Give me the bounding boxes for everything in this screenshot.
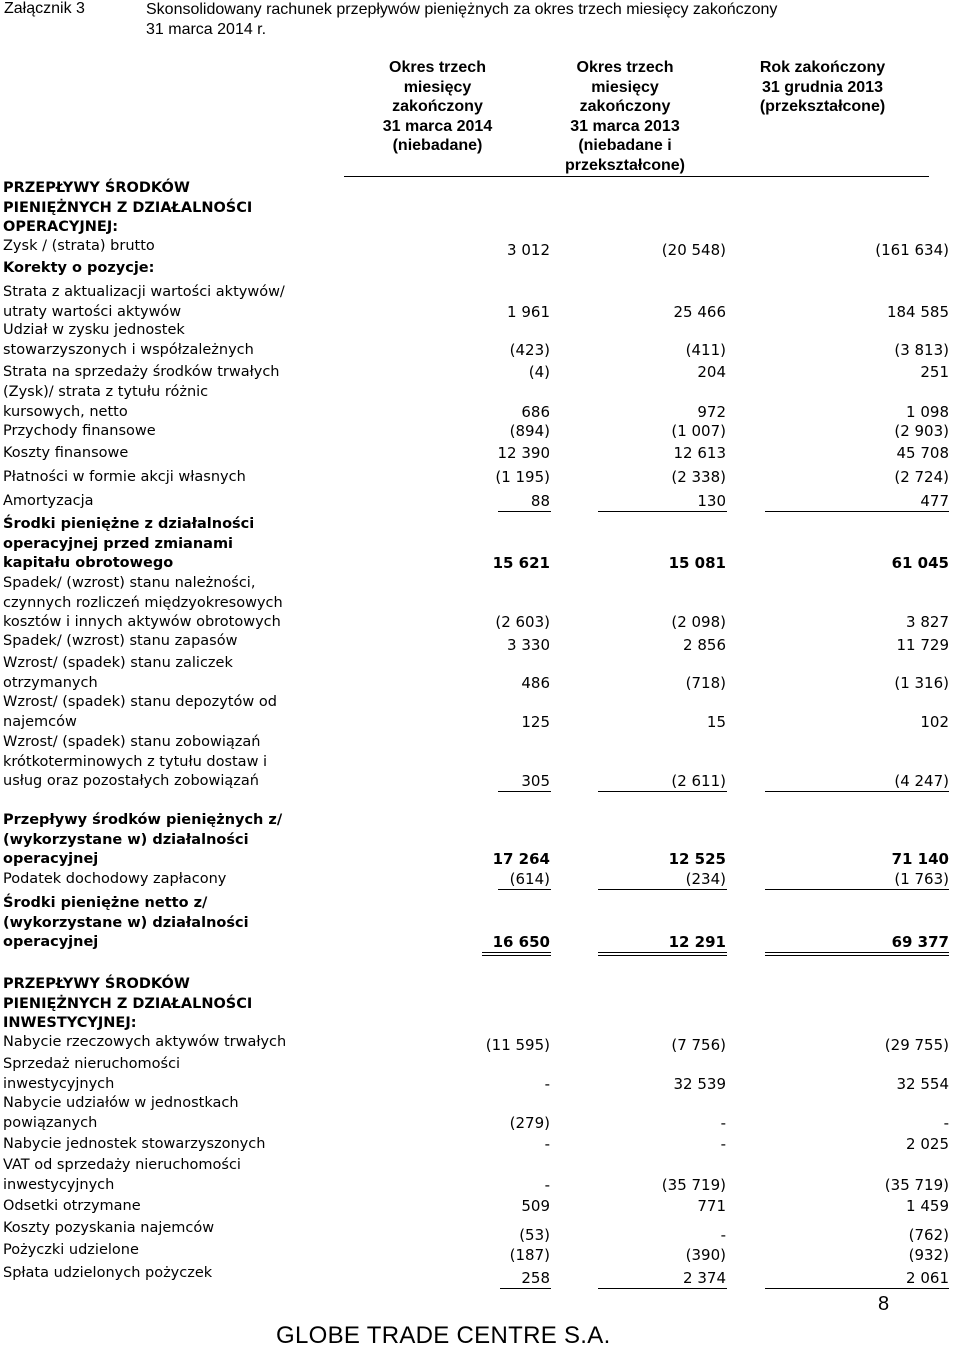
row-label: Pożyczki udzielone	[3, 1242, 139, 1258]
value-cell: 1 961	[507, 302, 550, 321]
column-header-q1-2013	[545, 58, 705, 175]
subtotal-rule	[498, 511, 551, 512]
subtotal-rule	[498, 791, 551, 792]
value-cell: 486	[521, 673, 550, 692]
subtotal-rule	[498, 889, 551, 890]
value-cell: 305	[521, 772, 550, 790]
value-cell: (35 719)	[661, 1175, 726, 1194]
value-cell: 1 459	[906, 1197, 949, 1215]
column-header-line: Rok zakończony	[759, 59, 886, 76]
row-label: krótkoterminowych z tytułu dostaw i	[3, 753, 268, 770]
value-cell: (2 611)	[671, 772, 726, 790]
value-cell: -	[544, 1175, 550, 1194]
row-label: kapitału obrotowego	[3, 555, 174, 571]
row-label: (Zysk)/ strata z tytułu różnic	[3, 384, 209, 400]
column-header-line: 31 marca 2014	[382, 117, 493, 135]
subtotal-rule	[765, 1288, 949, 1289]
row-label: utraty wartości aktywów	[3, 303, 182, 320]
row-label: Spadek/ (wzrost) stanu należności,	[3, 575, 256, 591]
value-cell: 184 585	[886, 302, 949, 321]
value-cell: 71 140	[891, 850, 949, 868]
row-label: operacyjnej przed zmianami	[3, 535, 234, 552]
header-underline	[344, 176, 929, 177]
value-cell: (1 195)	[495, 468, 550, 486]
column-header-line: zakończony	[392, 98, 483, 115]
value-cell: -	[720, 1135, 726, 1153]
value-cell: 102	[920, 712, 949, 731]
value-cell: (1 007)	[671, 422, 726, 440]
value-cell: 88	[530, 492, 550, 510]
row-label: powiązanych	[3, 1114, 98, 1131]
value-cell: 509	[521, 1197, 550, 1215]
value-cell: (20 548)	[661, 241, 726, 259]
column-header-line: 31 grudnia 2013	[762, 78, 883, 96]
value-cell: -	[943, 1113, 949, 1132]
value-cell: (234)	[685, 870, 726, 888]
value-cell: 45 708	[896, 444, 949, 462]
value-cell: -	[544, 1135, 550, 1153]
column-header-line: 31 marca 2013	[570, 117, 680, 135]
subtotal-rule	[598, 791, 727, 792]
subtotal-rule	[598, 511, 727, 512]
column-header-line: Okres trzech	[576, 59, 674, 76]
row-label: kosztów i innych aktywów obrotowych	[3, 614, 281, 630]
value-cell: 32 539	[673, 1074, 726, 1093]
value-cell: 16 650	[492, 933, 550, 951]
value-cell: (4 247)	[894, 772, 949, 790]
row-label: Zysk / (strata) brutto	[3, 238, 155, 254]
row-label: PIENIĘŻNYCH Z DZIAŁALNOŚCI	[3, 995, 253, 1012]
value-cell: 3 827	[906, 613, 949, 631]
subtotal-rule	[765, 511, 949, 512]
value-cell: 15	[706, 712, 726, 731]
value-cell: 12 613	[673, 444, 726, 462]
row-label: VAT od sprzedaży nieruchomości	[3, 1157, 241, 1173]
value-cell: (29 755)	[884, 1036, 949, 1054]
value-cell: 12 291	[668, 933, 726, 951]
row-label: Odsetki otrzymane	[3, 1198, 141, 1214]
value-cell: (2 603)	[495, 613, 550, 631]
value-cell: 204	[697, 363, 726, 381]
column-header-line: zakończony	[579, 98, 671, 115]
value-cell: 12 390	[497, 444, 550, 462]
subtotal-rule	[500, 1288, 551, 1289]
row-label: najemców	[3, 713, 77, 730]
value-cell: 2 374	[683, 1269, 726, 1287]
value-cell: 972	[697, 402, 726, 421]
column-header-line: (niebadane i	[578, 137, 672, 154]
value-cell: (11 595)	[485, 1036, 550, 1054]
row-label: stowarzyszonych i współzależnych	[3, 341, 254, 358]
column-header-line: miesięcy	[403, 78, 472, 96]
value-cell: 61 045	[891, 554, 949, 572]
value-cell: (3 813)	[894, 340, 949, 359]
value-cell: (390)	[685, 1246, 726, 1264]
row-label: (wykorzystane w) działalności	[3, 914, 249, 931]
column-header-line: przekształcone)	[564, 156, 686, 174]
row-label: operacyjnej	[3, 851, 99, 867]
total-double-rule	[765, 952, 949, 956]
row-label: INWESTYCYJNEJ:	[3, 1015, 137, 1031]
row-label: Wzrost/ (spadek) stanu zaliczek	[3, 655, 233, 671]
page-number: 8	[878, 1293, 890, 1315]
row-label: Sprzedaż nieruchomości	[3, 1056, 181, 1072]
title-line-2: 31 marca 2014 r.	[146, 21, 267, 38]
value-cell: 69 377	[891, 933, 949, 951]
row-label: Wzrost/ (spadek) stanu depozytów od	[3, 694, 277, 710]
value-cell: (762)	[908, 1226, 949, 1244]
row-label: Środki pieniężne z działalności	[3, 516, 255, 532]
value-cell: (894)	[509, 422, 550, 440]
subtotal-rule	[765, 791, 949, 792]
value-cell: 32 554	[896, 1074, 949, 1093]
value-cell: 15 621	[492, 554, 550, 572]
total-double-rule	[482, 952, 551, 956]
row-label: Wzrost/ (spadek) stanu zobowiązań	[3, 734, 261, 750]
value-cell: 2 061	[906, 1269, 949, 1287]
row-label: Koszty finansowe	[3, 445, 129, 461]
row-label: (wykorzystane w) działalności	[3, 831, 249, 848]
row-label: Płatności w formie akcji własnych	[3, 469, 246, 485]
row-label: Udział w zysku jednostek	[3, 322, 185, 338]
value-cell: (2 903)	[894, 422, 949, 440]
row-label: Nabycie udziałów w jednostkach	[3, 1095, 239, 1111]
value-cell: (423)	[509, 340, 550, 359]
value-cell: (2 724)	[894, 468, 949, 486]
row-label: Środki pieniężne netto z/	[3, 895, 208, 911]
value-cell: (161 634)	[875, 241, 949, 259]
row-label: operacyjnej	[3, 934, 99, 950]
column-header-line: (niebadane)	[392, 137, 483, 154]
value-cell: -	[720, 1226, 726, 1244]
value-cell: 258	[521, 1269, 550, 1287]
value-cell: 771	[697, 1197, 726, 1215]
title-line-1: Skonsolidowany rachunek przepływów pieniężnych za okres trzech miesięcy zakończony	[146, 1, 778, 18]
value-cell: (53)	[519, 1226, 550, 1244]
value-cell: 130	[697, 492, 726, 510]
column-header-line: (przekształcone)	[759, 98, 886, 115]
value-cell: -	[544, 1074, 550, 1093]
total-double-rule	[598, 952, 727, 956]
value-cell: 3 012	[507, 241, 550, 259]
row-label: PRZEPŁYWY ŚRODKÓW	[3, 976, 190, 992]
value-cell: 251	[920, 363, 949, 381]
value-cell: (411)	[685, 340, 726, 359]
value-cell: (718)	[685, 673, 726, 692]
row-label: Nabycie jednostek stowarzyszonych	[3, 1136, 266, 1152]
row-label: Koszty pozyskania najemców	[3, 1220, 215, 1236]
value-cell: 11 729	[896, 636, 949, 654]
value-cell: 15 081	[668, 554, 726, 572]
value-cell: (4)	[528, 363, 550, 381]
value-cell: (932)	[908, 1246, 949, 1264]
row-label: Przepływy środków pieniężnych z/	[3, 812, 283, 828]
value-cell: 17 264	[492, 850, 550, 868]
row-label: OPERACYJNEJ:	[3, 219, 119, 235]
row-label: czynnych rozliczeń międzyokresowych	[3, 594, 283, 611]
value-cell: 125	[521, 712, 550, 731]
row-label: inwestycyjnych	[3, 1075, 115, 1092]
value-cell: 2 025	[906, 1135, 949, 1153]
value-cell: (614)	[509, 870, 550, 888]
value-cell: (1 763)	[894, 870, 949, 888]
row-label: otrzymanych	[3, 674, 98, 691]
row-label: Nabycie rzeczowych aktywów trwałych	[3, 1034, 287, 1050]
row-label: PRZEPŁYWY ŚRODKÓW	[3, 180, 190, 196]
row-label: kursowych, netto	[3, 403, 128, 420]
value-cell: 686	[521, 402, 550, 421]
value-cell: (1 316)	[894, 673, 949, 692]
subtotal-rule	[765, 889, 949, 890]
value-cell: 3 330	[507, 636, 550, 654]
value-cell: 25 466	[673, 302, 726, 321]
row-label: inwestycyjnych	[3, 1176, 115, 1193]
subtotal-rule	[598, 1288, 727, 1289]
subtotal-rule	[598, 889, 727, 890]
row-label: Strata z aktualizacji wartości aktywów/	[3, 284, 285, 300]
row-label: Przychody finansowe	[3, 423, 156, 439]
column-header-fy-2013	[735, 58, 910, 117]
value-cell: 12 525	[668, 850, 726, 868]
value-cell: (7 756)	[671, 1036, 726, 1054]
column-header-line: miesięcy	[591, 78, 659, 96]
value-cell: 1 098	[906, 402, 949, 421]
annex-label: Załącznik 3	[4, 0, 85, 17]
value-cell: (279)	[509, 1113, 550, 1132]
document-title	[146, 0, 946, 40]
value-cell: 477	[920, 492, 949, 510]
value-cell: (2 098)	[671, 613, 726, 631]
column-header-line: Okres trzech	[389, 59, 486, 76]
value-cell: 2 856	[683, 636, 726, 654]
row-label: Strata na sprzedaży środków trwałych	[3, 364, 280, 380]
value-cell: (187)	[509, 1246, 550, 1264]
row-label: PIENIĘŻNYCH Z DZIAŁALNOŚCI	[3, 199, 253, 216]
column-header-q1-2014	[360, 58, 515, 156]
row-label: usług oraz pozostałych zobowiązań	[3, 773, 259, 789]
row-label: Spadek/ (wzrost) stanu zapasów	[3, 633, 238, 649]
value-cell: (2 338)	[671, 468, 726, 486]
row-label: Korekty o pozycje:	[3, 260, 155, 276]
row-label: Podatek dochodowy zapłacony	[3, 871, 227, 887]
value-cell: (35 719)	[884, 1175, 949, 1194]
value-cell: -	[720, 1113, 726, 1132]
company-footer: GLOBE TRADE CENTRE S.A.	[276, 1322, 611, 1349]
row-label: Spłata udzielonych pożyczek	[3, 1265, 213, 1281]
row-label: Amortyzacja	[3, 493, 94, 509]
